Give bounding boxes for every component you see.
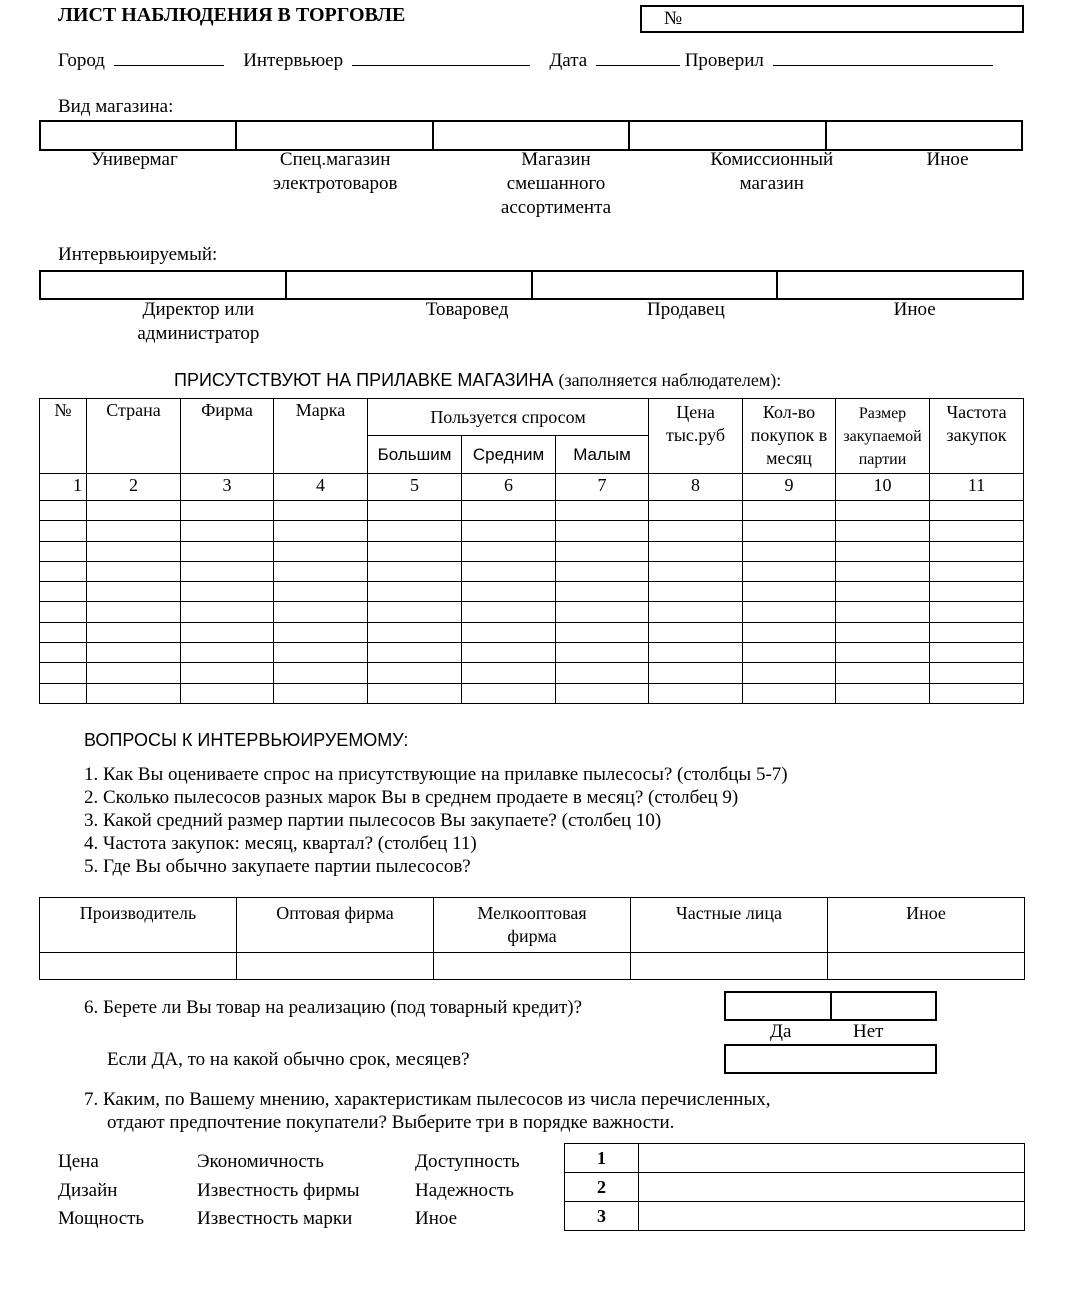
interviewee-captions bbox=[39, 298, 1024, 346]
table-cell[interactable] bbox=[743, 622, 836, 642]
store-type-checkbox[interactable] bbox=[41, 122, 237, 149]
table-cell[interactable] bbox=[274, 602, 368, 622]
table-cell[interactable] bbox=[87, 643, 181, 663]
form-number-field[interactable] bbox=[640, 5, 1024, 33]
table-cell[interactable] bbox=[462, 602, 556, 622]
table-row bbox=[40, 643, 1024, 663]
table-cell[interactable] bbox=[556, 663, 649, 683]
col-header-demand: Пользуется спросом bbox=[368, 399, 649, 436]
rank-answer-field[interactable] bbox=[639, 1202, 1025, 1231]
column-number-row bbox=[40, 474, 1024, 501]
col-header-frequency: Частота закупок bbox=[930, 399, 1024, 474]
col-header-firm: Фирма bbox=[181, 399, 274, 474]
table-cell[interactable] bbox=[462, 501, 556, 521]
checked-field[interactable] bbox=[773, 65, 993, 66]
source-header: Иное bbox=[828, 898, 1025, 953]
q7-line: 7. Каким, по Вашему мнению, характеристикам пылесосов из числа перечисленных, bbox=[84, 1089, 771, 1110]
table-row bbox=[40, 561, 1024, 581]
col-header-country: Страна bbox=[87, 399, 181, 474]
table-cell[interactable] bbox=[743, 541, 836, 561]
store-type-checkbox[interactable] bbox=[827, 122, 1021, 149]
table-cell[interactable] bbox=[181, 622, 274, 642]
table-cell[interactable] bbox=[836, 643, 930, 663]
date-field[interactable] bbox=[596, 65, 680, 66]
q7-option: Надежность bbox=[415, 1179, 514, 1201]
city-label: Город bbox=[58, 50, 105, 71]
table-cell[interactable] bbox=[649, 683, 743, 703]
column-number: 8 bbox=[649, 474, 743, 501]
table-cell[interactable] bbox=[556, 643, 649, 663]
table-cell[interactable] bbox=[649, 561, 743, 581]
table-cell[interactable] bbox=[181, 602, 274, 622]
table-row bbox=[40, 602, 1024, 622]
interviewer-field[interactable] bbox=[352, 65, 530, 66]
source-header: Мелкооптовая фирма bbox=[434, 898, 631, 953]
q7-option: Известность фирмы bbox=[197, 1179, 360, 1201]
column-number: 2 bbox=[87, 474, 181, 501]
table-cell[interactable] bbox=[368, 602, 462, 622]
table-cell[interactable] bbox=[87, 663, 181, 683]
table-cell[interactable] bbox=[836, 622, 930, 642]
table-cell[interactable] bbox=[743, 521, 836, 541]
counter-table bbox=[39, 398, 1024, 704]
table-cell[interactable] bbox=[930, 622, 1024, 642]
empty-rows bbox=[40, 501, 1024, 704]
table-cell[interactable] bbox=[87, 521, 181, 541]
question-item: 2. Сколько пылесосов разных марок Вы в среднем продаете в месяц? (столбец 9) bbox=[84, 787, 739, 808]
table-cell[interactable] bbox=[274, 643, 368, 663]
interviewer-label: Интервьюер bbox=[243, 50, 344, 71]
source-header: Частные лица bbox=[631, 898, 828, 953]
table-cell[interactable] bbox=[556, 582, 649, 602]
table-cell[interactable] bbox=[743, 643, 836, 663]
table-cell[interactable] bbox=[274, 683, 368, 703]
store-type-checkbox[interactable] bbox=[237, 122, 433, 149]
question-item: 3. Какой средний размер партии пылесосов Вы закупаете? (столбец 10) bbox=[84, 810, 662, 831]
page-title: ЛИСТ НАБЛЮДЕНИЯ В ТОРГОВЛЕ bbox=[58, 4, 406, 26]
table-cell[interactable] bbox=[836, 541, 930, 561]
checked-label: Проверил bbox=[684, 50, 764, 71]
table-cell[interactable] bbox=[930, 683, 1024, 703]
col-header-price: Цена тыс.руб bbox=[649, 399, 743, 474]
interviewee-option: Товаровед bbox=[425, 299, 509, 320]
meta-fields-row bbox=[58, 50, 993, 72]
table-row bbox=[40, 663, 1024, 683]
q7-option: Известность марки bbox=[197, 1208, 353, 1229]
rank-number: 3 bbox=[565, 1202, 639, 1231]
table-cell[interactable] bbox=[649, 643, 743, 663]
table-cell[interactable] bbox=[743, 602, 836, 622]
store-type-option: Иное bbox=[926, 149, 969, 170]
table-cell[interactable] bbox=[836, 501, 930, 521]
table-row bbox=[40, 683, 1024, 703]
col-header-num: № bbox=[40, 399, 87, 474]
table-cell[interactable] bbox=[87, 561, 181, 581]
q7-option: Мощность bbox=[58, 1208, 145, 1229]
table-cell[interactable] bbox=[930, 501, 1024, 521]
questions-title: ВОПРОСЫ К ИНТЕРВЬЮИРУЕМОМУ: bbox=[84, 730, 409, 750]
q6-answer-boxes bbox=[724, 991, 937, 1021]
column-number: 11 bbox=[930, 474, 1024, 501]
table-cell[interactable] bbox=[87, 602, 181, 622]
source-cell[interactable] bbox=[40, 953, 237, 980]
table-cell[interactable] bbox=[40, 683, 87, 703]
table-cell[interactable] bbox=[368, 663, 462, 683]
source-header: Производитель bbox=[40, 898, 237, 953]
interviewee-boxes bbox=[39, 270, 1024, 300]
source-cell[interactable] bbox=[631, 953, 828, 980]
table-cell[interactable] bbox=[649, 521, 743, 541]
table-cell[interactable] bbox=[40, 663, 87, 683]
table-cell[interactable] bbox=[368, 501, 462, 521]
table-cell[interactable] bbox=[649, 663, 743, 683]
table-cell[interactable] bbox=[649, 582, 743, 602]
col-header-demand-high: Большим bbox=[368, 436, 462, 474]
table-cell[interactable] bbox=[368, 582, 462, 602]
q7-options-col1 bbox=[58, 1148, 144, 1234]
col-header-demand-mid: Средним bbox=[462, 436, 556, 474]
q6-followup: Если ДА, то на какой обычно срок, месяцев? bbox=[107, 1049, 470, 1070]
store-type-captions bbox=[39, 148, 1023, 220]
table-cell[interactable] bbox=[743, 501, 836, 521]
store-type-checkbox[interactable] bbox=[630, 122, 826, 149]
q6-term-field[interactable] bbox=[724, 1044, 937, 1074]
q7-rank-table bbox=[564, 1143, 1025, 1231]
q7-option: Доступность bbox=[415, 1151, 520, 1172]
source-cell[interactable] bbox=[237, 953, 434, 980]
q7-line: отдают предпочтение покупатели? Выберите три в порядке важности. bbox=[107, 1112, 675, 1133]
table-cell[interactable] bbox=[743, 561, 836, 581]
table-cell[interactable] bbox=[930, 643, 1024, 663]
rank-number: 1 bbox=[565, 1144, 639, 1173]
table-cell[interactable] bbox=[930, 663, 1024, 683]
table-cell[interactable] bbox=[836, 582, 930, 602]
column-number: 5 bbox=[368, 474, 462, 501]
table-cell[interactable] bbox=[836, 561, 930, 581]
q7-option: Экономичность bbox=[197, 1151, 324, 1172]
table-cell[interactable] bbox=[87, 541, 181, 561]
interviewee-checkbox[interactable] bbox=[533, 272, 779, 298]
question-item: 4. Частота закупок: месяц, квартал? (столбец 11) bbox=[84, 833, 477, 854]
rank-number: 2 bbox=[565, 1173, 639, 1202]
table-cell[interactable] bbox=[274, 501, 368, 521]
source-cell[interactable] bbox=[434, 953, 631, 980]
table-cell[interactable] bbox=[462, 521, 556, 541]
table-cell[interactable] bbox=[181, 501, 274, 521]
q6-yes-checkbox[interactable] bbox=[726, 993, 832, 1019]
table-cell[interactable] bbox=[556, 622, 649, 642]
table-cell[interactable] bbox=[462, 683, 556, 703]
table-cell[interactable] bbox=[274, 561, 368, 581]
table-cell[interactable] bbox=[368, 643, 462, 663]
table-row bbox=[40, 521, 1024, 541]
column-number: 6 bbox=[462, 474, 556, 501]
store-type-checkbox[interactable] bbox=[434, 122, 630, 149]
table-cell[interactable] bbox=[181, 561, 274, 581]
column-number: 4 bbox=[274, 474, 368, 501]
rank-answer-field[interactable] bbox=[639, 1144, 1025, 1173]
table-cell[interactable] bbox=[181, 582, 274, 602]
table-cell[interactable] bbox=[556, 521, 649, 541]
table-cell[interactable] bbox=[556, 501, 649, 521]
table-cell[interactable] bbox=[40, 643, 87, 663]
table-cell[interactable] bbox=[87, 501, 181, 521]
table-cell[interactable] bbox=[743, 582, 836, 602]
table-cell[interactable] bbox=[836, 602, 930, 622]
table-cell[interactable] bbox=[930, 561, 1024, 581]
table-cell[interactable] bbox=[462, 582, 556, 602]
table-cell[interactable] bbox=[368, 541, 462, 561]
column-number: 3 bbox=[181, 474, 274, 501]
column-number: 1 bbox=[40, 474, 87, 501]
interviewee-checkbox[interactable] bbox=[41, 272, 287, 298]
caption-main: ПРИСУТСТВУЮТ НА ПРИЛАВКЕ МАГАЗИНА bbox=[174, 370, 554, 390]
table-cell[interactable] bbox=[649, 541, 743, 561]
store-type-option: Универмаг bbox=[91, 149, 178, 170]
table-cell[interactable] bbox=[836, 683, 930, 703]
col-header-batch: Размер закупаемой партии bbox=[836, 399, 930, 474]
table-cell[interactable] bbox=[181, 521, 274, 541]
table-cell[interactable] bbox=[274, 521, 368, 541]
table-cell[interactable] bbox=[274, 582, 368, 602]
store-type-boxes bbox=[39, 120, 1023, 151]
source-header: Оптовая фирма bbox=[237, 898, 434, 953]
col-header-purchases: Кол-во покупок в месяц bbox=[743, 399, 836, 474]
question-item: 5. Где Вы обычно закупаете партии пылесосов? bbox=[84, 856, 471, 877]
table-cell[interactable] bbox=[274, 663, 368, 683]
q7-options-col2 bbox=[197, 1148, 360, 1234]
q7-option: Цена bbox=[58, 1151, 99, 1172]
col-header-brand: Марка bbox=[274, 399, 368, 474]
source-cell[interactable] bbox=[828, 953, 1025, 980]
table-cell[interactable] bbox=[930, 602, 1024, 622]
table-cell[interactable] bbox=[462, 622, 556, 642]
table-cell[interactable] bbox=[836, 663, 930, 683]
caption-note: (заполняется наблюдателем): bbox=[558, 370, 782, 390]
table-cell[interactable] bbox=[87, 683, 181, 703]
table-cell[interactable] bbox=[556, 602, 649, 622]
table-cell[interactable] bbox=[181, 683, 274, 703]
column-number: 10 bbox=[836, 474, 930, 501]
table-cell[interactable] bbox=[368, 521, 462, 541]
table-row bbox=[40, 541, 1024, 561]
table-cell[interactable] bbox=[40, 561, 87, 581]
table-cell[interactable] bbox=[181, 663, 274, 683]
table-row bbox=[40, 501, 1024, 521]
interviewee-option: Иное bbox=[893, 299, 936, 320]
table-cell[interactable] bbox=[462, 561, 556, 581]
date-label: Дата bbox=[549, 50, 588, 71]
table-cell[interactable] bbox=[181, 541, 274, 561]
store-type-option: Комиссионный магазин bbox=[710, 149, 834, 194]
table-cell[interactable] bbox=[930, 541, 1024, 561]
col-header-demand-low: Малым bbox=[556, 436, 649, 474]
table-cell[interactable] bbox=[649, 501, 743, 521]
table-cell[interactable] bbox=[368, 622, 462, 642]
table-cell[interactable] bbox=[556, 683, 649, 703]
interviewee-checkbox[interactable] bbox=[287, 272, 533, 298]
interviewee-option: Продавец bbox=[647, 299, 725, 320]
table-cell[interactable] bbox=[462, 643, 556, 663]
table-cell[interactable] bbox=[743, 663, 836, 683]
store-type-label: Вид магазина: bbox=[58, 96, 174, 117]
table-cell[interactable] bbox=[743, 683, 836, 703]
questions-list bbox=[84, 763, 788, 878]
table-cell[interactable] bbox=[462, 663, 556, 683]
interviewee-option: Директор или администратор bbox=[137, 299, 260, 344]
table-cell[interactable] bbox=[181, 643, 274, 663]
counter-table-caption bbox=[174, 370, 781, 391]
table-cell[interactable] bbox=[836, 521, 930, 541]
sources-table bbox=[39, 897, 1025, 980]
table-cell[interactable] bbox=[556, 561, 649, 581]
table-cell[interactable] bbox=[40, 501, 87, 521]
table-cell[interactable] bbox=[462, 541, 556, 561]
q7-options-col3 bbox=[415, 1148, 520, 1234]
table-cell[interactable] bbox=[40, 541, 87, 561]
q6-no-label: Нет bbox=[853, 1021, 884, 1042]
table-cell[interactable] bbox=[40, 521, 87, 541]
store-type-option: Магазин смешанного ассортимента bbox=[500, 149, 612, 218]
table-cell[interactable] bbox=[649, 602, 743, 622]
store-type-option: Спец.магазин электротоваров bbox=[272, 149, 398, 194]
column-number: 7 bbox=[556, 474, 649, 501]
city-field[interactable] bbox=[114, 65, 224, 66]
table-row bbox=[40, 622, 1024, 642]
table-cell[interactable] bbox=[930, 521, 1024, 541]
q7-option: Дизайн bbox=[58, 1179, 118, 1201]
table-cell[interactable] bbox=[649, 622, 743, 642]
table-cell[interactable] bbox=[40, 602, 87, 622]
q6-text: 6. Берете ли Вы товар на реализацию (под товарный кредит)? bbox=[84, 997, 583, 1018]
interviewee-checkbox[interactable] bbox=[778, 272, 1022, 298]
table-cell[interactable] bbox=[87, 582, 181, 602]
table-cell[interactable] bbox=[274, 622, 368, 642]
q6-no-checkbox[interactable] bbox=[832, 993, 936, 1019]
table-cell[interactable] bbox=[40, 622, 87, 642]
table-cell[interactable] bbox=[368, 561, 462, 581]
q7-option: Иное bbox=[415, 1208, 458, 1229]
table-cell[interactable] bbox=[40, 582, 87, 602]
table-cell[interactable] bbox=[368, 683, 462, 703]
table-cell[interactable] bbox=[274, 541, 368, 561]
rank-answer-field[interactable] bbox=[639, 1173, 1025, 1202]
column-number: 9 bbox=[743, 474, 836, 501]
table-cell[interactable] bbox=[556, 541, 649, 561]
question-item: 1. Как Вы оцениваете спрос на присутствующие на прилавке пылесосы? (столбцы 5-7) bbox=[84, 764, 788, 785]
table-cell[interactable] bbox=[87, 622, 181, 642]
number-label: № bbox=[664, 8, 683, 29]
table-row bbox=[40, 582, 1024, 602]
interviewee-label: Интервьюируемый: bbox=[58, 244, 218, 265]
table-cell[interactable] bbox=[930, 582, 1024, 602]
q7-text bbox=[84, 1088, 770, 1134]
q6-yes-label: Да bbox=[770, 1021, 792, 1042]
